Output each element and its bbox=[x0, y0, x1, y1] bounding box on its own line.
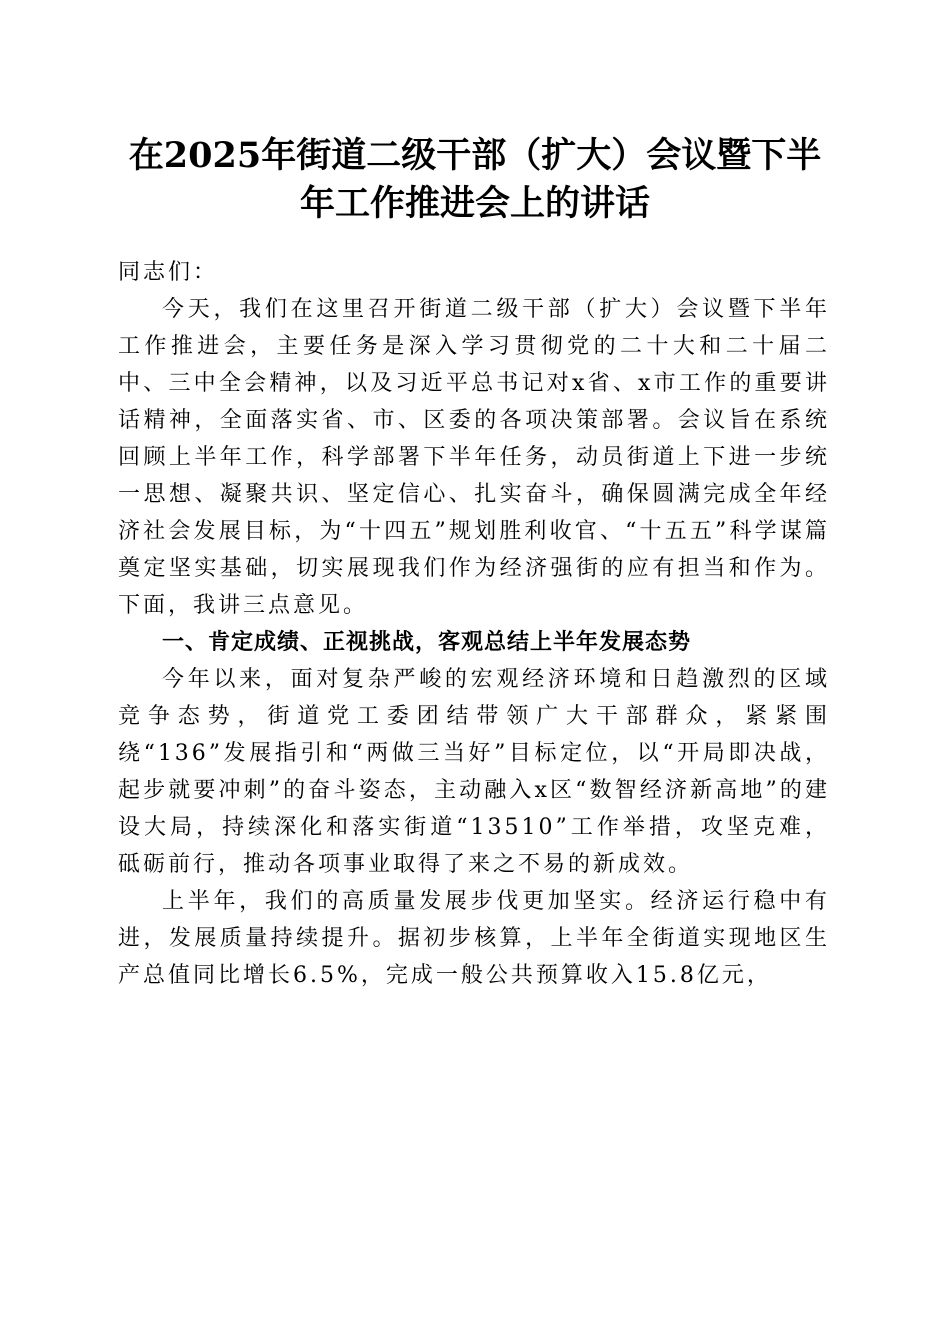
title-line-1: 在2025年街道二级干部（扩大）会议暨下半 bbox=[128, 135, 822, 176]
section1-paragraph-1: 今年以来，面对复杂严峻的宏观经济环境和日趋激烈的区域竞争态势，街道党工委团结带领广大干部群众，紧紧围绕“136”发展指引和“两做三当好”目标定位，以“开局即决战，起步就要冲刺”的奋斗姿态，主动融入x区“数智经济新高地”的建设大局，持续深化和落实街道“13510”工作举措，攻坚克难，砥砺前行，推动各项事业取得了来之不易的新成效。 bbox=[118, 667, 830, 877]
document-title bbox=[110, 132, 840, 228]
document-body bbox=[118, 254, 830, 994]
section1-paragraph-2: 上半年，我们的高质量发展步伐更加坚实。经济运行稳中有进，发展质量持续提升。据初步核算，上半年全街道实现地区生产总值同比增长6.5%，完成一般公共预算收入15.8亿元， bbox=[118, 889, 830, 988]
intro-paragraph: 今天，我们在这里召开街道二级干部（扩大）会议暨下半年工作推进会，主要任务是深入学习贯彻党的二十大和二十届二中、三中全会精神，以及习近平总书记对x省、x市工作的重要讲话精神，全面落实省、市、区委的各项决策部署。会议旨在系统回顾上半年工作，科学部署下半年任务，动员街道上下进一步统一思想、凝聚共识、坚定信心、扎实奋斗，确保圆满完成全年经济社会发展目标，为“十四五”规划胜利收官、“十五五”科学谋篇奠定坚实基础，切实展现我们作为经济强街的应有担当和作为。下面，我讲三点意见。 bbox=[118, 297, 830, 618]
title-line-2: 年工作推进会上的讲话 bbox=[299, 183, 650, 224]
section-heading-1: 一、肯定成绩、正视挑战，客观总结上半年发展态势 bbox=[162, 630, 692, 655]
salutation: 同志们： bbox=[118, 260, 219, 285]
